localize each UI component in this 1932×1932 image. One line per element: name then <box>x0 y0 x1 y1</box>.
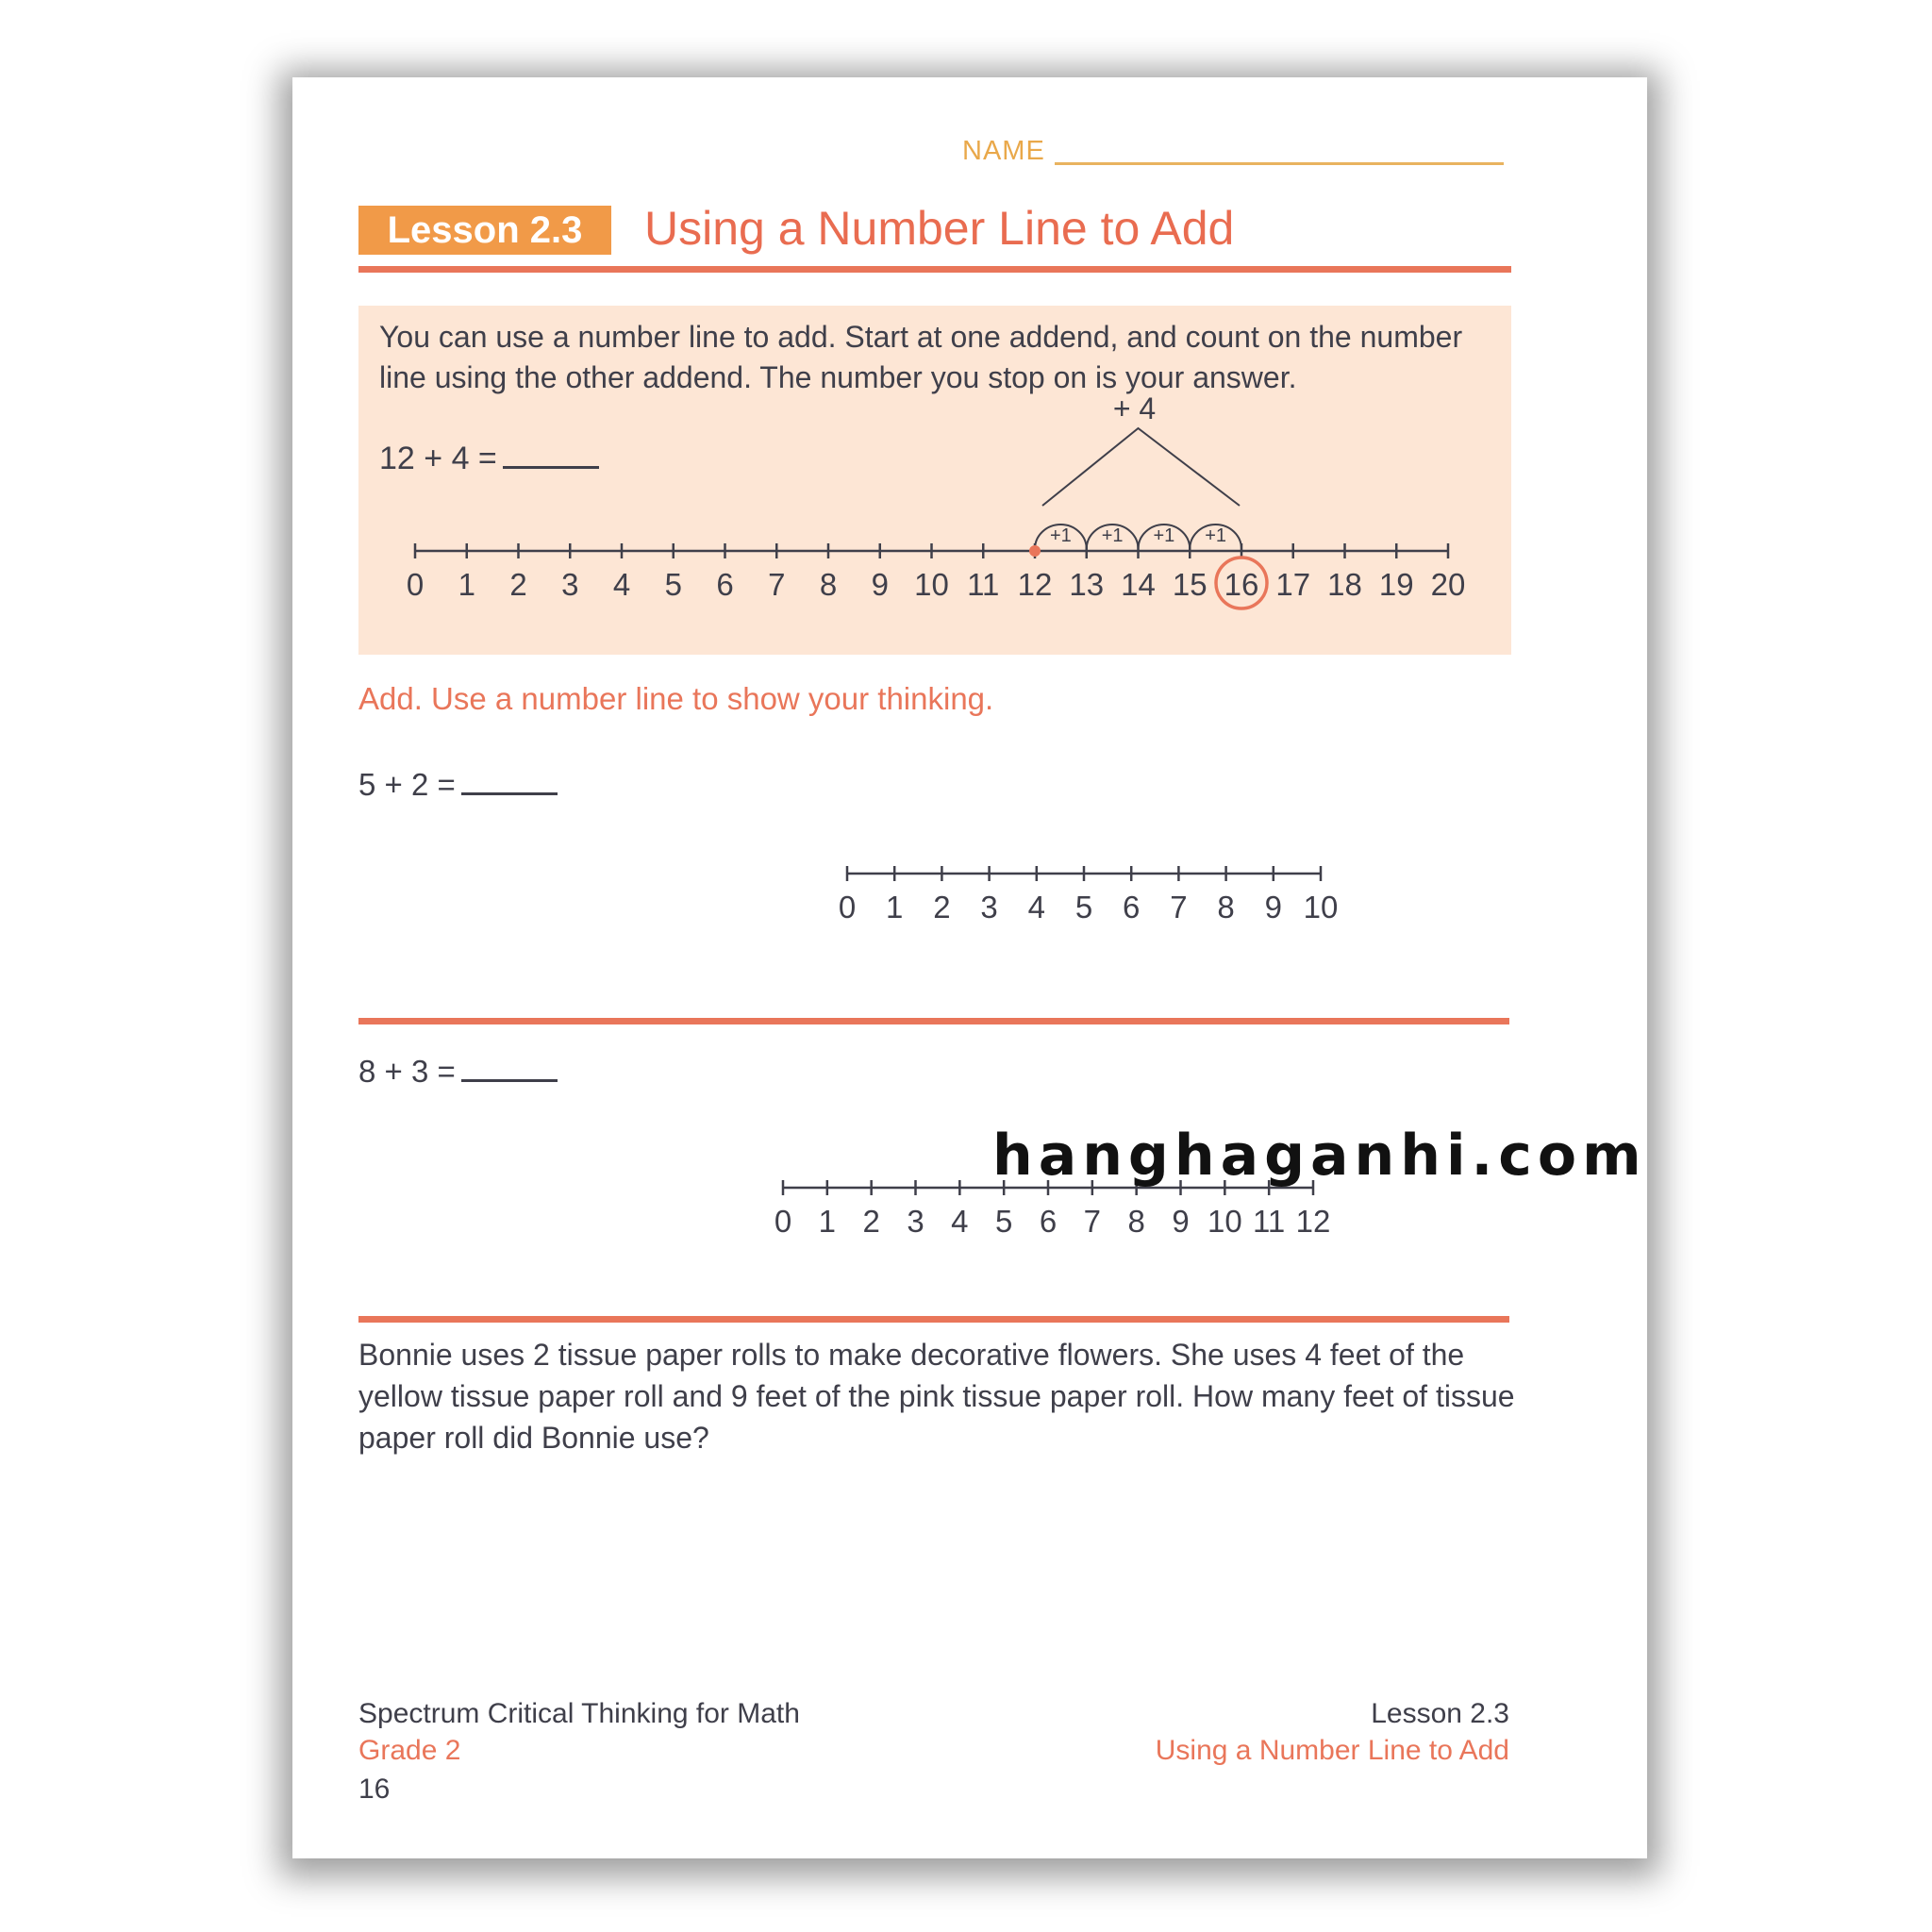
footer-book-title: Spectrum Critical Thinking for Math <box>358 1698 800 1729</box>
section-divider-1 <box>358 1018 1509 1024</box>
footer-topic: Using a Number Line to Add <box>1155 1735 1509 1766</box>
problem-1-nl-tick-label: 6 <box>1123 890 1141 924</box>
problem-1-number-line <box>821 860 1349 945</box>
problem-2-nl-tick-label: 11 <box>1253 1204 1286 1239</box>
problem-2-nl-tick-label: 0 <box>774 1204 792 1239</box>
problem-1-nl-tick-label: 10 <box>1303 890 1339 924</box>
start-dot <box>1029 545 1041 557</box>
problem-1-nl-tick-label: 8 <box>1217 890 1235 924</box>
watermark-text: hanghaganhi.com <box>992 1123 1647 1189</box>
example-nl-tick-label: 8 <box>819 567 838 602</box>
problem-1-nl-tick-label: 5 <box>1074 890 1093 924</box>
example-nl-tick-label: 12 <box>1017 567 1053 602</box>
example-nl-tick-label: 20 <box>1430 567 1466 602</box>
problem-2-nl-tick-label: 1 <box>818 1204 837 1239</box>
title-divider <box>358 266 1511 273</box>
footer-page-number: 16 <box>358 1774 391 1805</box>
problem-1-equation <box>358 764 558 803</box>
footer-lesson: Lesson 2.3 <box>1371 1698 1509 1729</box>
problem-1-answer-blank[interactable] <box>461 764 558 795</box>
intro-text: You can use a number line to add. Start at one addend, and count on the number line using the other addend. The number you stop on is your answer. <box>379 320 1463 394</box>
example-nl-tick-label: 6 <box>716 567 734 602</box>
hop-label: +1 <box>1049 525 1072 546</box>
problem-1-nl-tick-label: 9 <box>1264 890 1282 924</box>
problem-1-nl-tick-label: 3 <box>980 890 998 924</box>
lesson-badge: Lesson 2.3 <box>358 206 611 255</box>
worksheet-page <box>292 77 1647 1858</box>
hop-label: +1 <box>1205 525 1227 546</box>
example-nl-tick-label: 0 <box>406 567 425 602</box>
jump-total-label: + 4 <box>1112 391 1157 425</box>
section-divider-2 <box>358 1316 1509 1323</box>
example-box <box>358 306 1511 655</box>
name-input-line[interactable] <box>1055 162 1504 165</box>
jump-bracket <box>1042 428 1240 506</box>
example-equation-text: 12 + 4 = <box>379 441 497 476</box>
problem-2-nl-tick-label: 3 <box>907 1204 924 1239</box>
example-nl-tick-label: 17 <box>1275 567 1311 602</box>
problem-2-nl-tick-label: 7 <box>1083 1204 1102 1239</box>
problem-2-nl-tick-label: 9 <box>1172 1204 1190 1239</box>
problem-1-nl-tick-label: 2 <box>933 890 951 924</box>
problem-2-nl-tick-label: 12 <box>1295 1204 1331 1239</box>
example-nl-tick-label: 5 <box>664 567 682 602</box>
example-nl-tick-label: 16 <box>1224 567 1259 602</box>
problem-2-equation <box>358 1051 558 1090</box>
word-problem-text: Bonnie uses 2 tissue paper rolls to make decorative flowers. She uses 4 feet of the yellow tissue paper roll and 9 feet of the pink tissue paper roll. How many feet of tissue paper roll did Bonnie use? <box>358 1338 1515 1455</box>
name-label: NAME <box>962 136 1045 166</box>
problem-2-nl-tick-label: 2 <box>862 1204 880 1239</box>
example-nl-tick-label: 13 <box>1069 567 1105 602</box>
instruction-text: Add. Use a number line to show your thinking. <box>358 681 994 716</box>
example-nl-tick-label: 19 <box>1378 567 1414 602</box>
example-nl-tick-label: 7 <box>768 567 786 602</box>
example-nl-tick-label: 9 <box>871 567 889 602</box>
example-nl-tick-label: 10 <box>914 567 949 602</box>
problem-2-nl-tick-label: 10 <box>1207 1204 1242 1239</box>
problem-1-nl-tick-label: 1 <box>886 890 904 924</box>
example-nl-tick-label: 14 <box>1121 567 1156 602</box>
example-number-line <box>358 306 1511 655</box>
example-nl-tick-label: 2 <box>509 567 527 602</box>
problem-2-nl-tick-label: 8 <box>1127 1204 1145 1239</box>
problem-2-nl-tick-label: 6 <box>1039 1204 1058 1239</box>
problem-1-nl-tick-label: 4 <box>1027 890 1045 924</box>
example-nl-tick-label: 11 <box>967 567 1000 602</box>
example-nl-tick-label: 3 <box>561 567 579 602</box>
problem-2-answer-blank[interactable] <box>461 1051 558 1082</box>
example-nl-tick-label: 1 <box>458 567 475 602</box>
example-nl-tick-label: 15 <box>1172 567 1208 602</box>
problem-2-nl-tick-label: 4 <box>951 1204 969 1239</box>
problem-2-equation-text: 8 + 3 = <box>358 1054 456 1089</box>
example-nl-tick-label: 4 <box>612 567 631 602</box>
problem-1-nl-tick-label: 7 <box>1170 890 1188 924</box>
problem-2-nl-tick-label: 5 <box>994 1204 1013 1239</box>
example-nl-tick-label: 18 <box>1327 567 1362 602</box>
hop-label: +1 <box>1153 525 1175 546</box>
lesson-title: Using a Number Line to Add <box>644 202 1235 255</box>
footer-grade: Grade 2 <box>358 1735 461 1766</box>
problem-1-equation-text: 5 + 2 = <box>358 767 456 802</box>
hop-label: +1 <box>1101 525 1124 546</box>
problem-1-nl-tick-label: 0 <box>838 890 857 924</box>
